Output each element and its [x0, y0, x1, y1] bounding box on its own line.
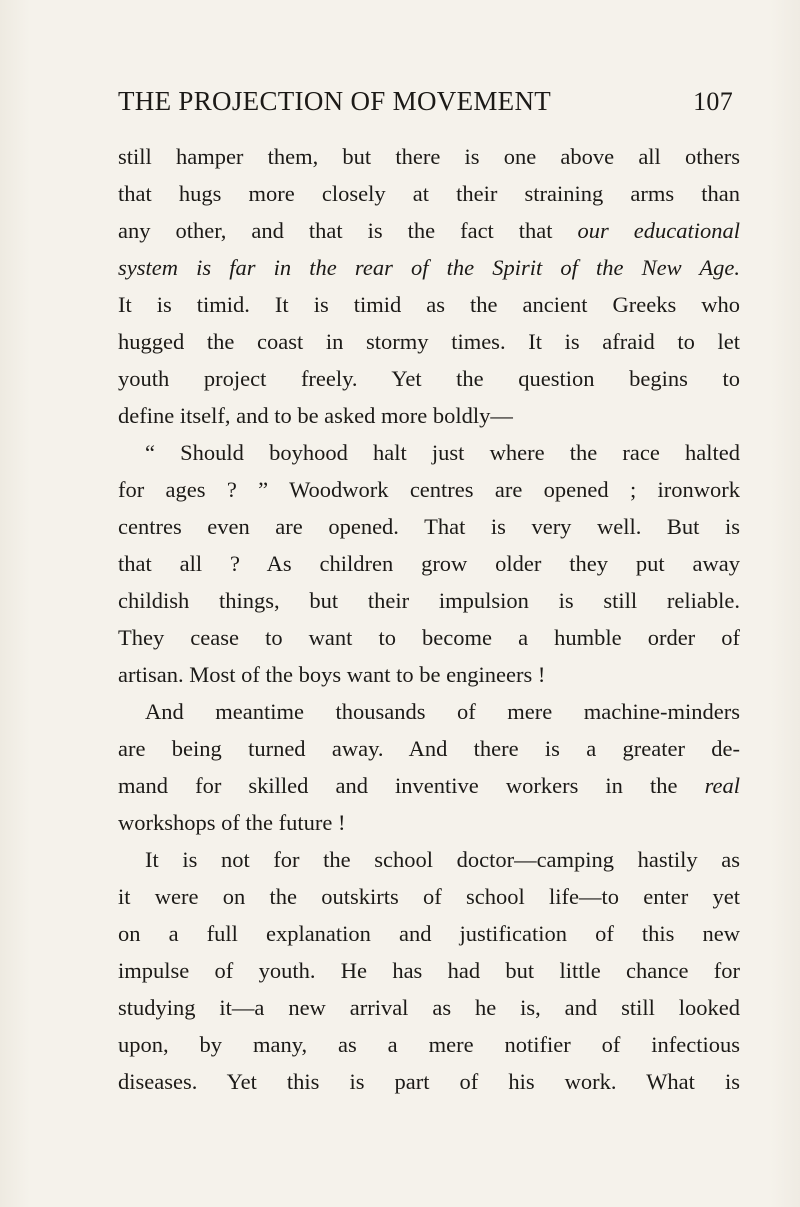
text-line: And meantime thousands of mere machine-minders: [145, 699, 740, 724]
text-line: it were on the outskirts of school life—to enter yet: [118, 884, 740, 909]
text-line: It is timid. It is timid as the ancient Greeks who: [118, 292, 740, 317]
text-line: that hugs more closely at their straining arms than: [118, 181, 740, 206]
italic-phrase: our educational: [577, 218, 741, 243]
text-line: “ Should boyhood halt just where the race halted: [145, 440, 740, 465]
text-line: impulse of youth. He has had but little chance for: [118, 958, 740, 983]
running-title: THE PROJECTION OF MOVEMENT: [118, 86, 552, 116]
text-line: upon, by many, as a mere notifier of infectious: [118, 1032, 740, 1057]
text-line: studying it—a new arrival as he is, and still looked: [118, 995, 740, 1020]
text-line: define itself, and to be asked more boldly—: [118, 403, 513, 428]
body-text: [118, 138, 740, 1100]
text-line: mand for skilled and inventive workers in the real: [118, 773, 740, 798]
text-line: It is not for the school doctor—camping hastily as: [145, 847, 740, 872]
running-head: [118, 86, 733, 126]
text-line: childish things, but their impulsion is still reliable.: [118, 588, 740, 613]
italic-phrase: system is far in the rear of the Spirit of the New Age.: [118, 255, 740, 280]
text-line: that all ? As children grow older they put away: [118, 551, 740, 576]
text-line: hugged the coast in stormy times. It is afraid to let: [118, 329, 740, 354]
text-line: [118, 249, 740, 286]
page-number: 107: [693, 87, 733, 116]
text-line: still hamper them, but there is one above all others: [118, 144, 740, 169]
text-line: for ages ? ” Woodwork centres are opened ; ironwork: [118, 477, 740, 502]
text-line: workshops of the future !: [118, 810, 346, 835]
text-line: artisan. Most of the boys want to be engineers !: [118, 662, 546, 687]
italic-phrase: real: [704, 773, 740, 798]
text-line: centres even are opened. That is very well. But is: [118, 514, 740, 539]
text-line: They cease to want to become a humble order of: [118, 625, 740, 650]
text-line: youth project freely. Yet the question begins to: [118, 366, 740, 391]
text-line: any other, and that is the fact that our educational: [118, 218, 741, 243]
text-line: are being turned away. And there is a greater de-: [118, 736, 740, 761]
text-line: diseases. Yet this is part of his work. What is: [118, 1069, 740, 1094]
text-line: on a full explanation and justification of this new: [118, 921, 740, 946]
